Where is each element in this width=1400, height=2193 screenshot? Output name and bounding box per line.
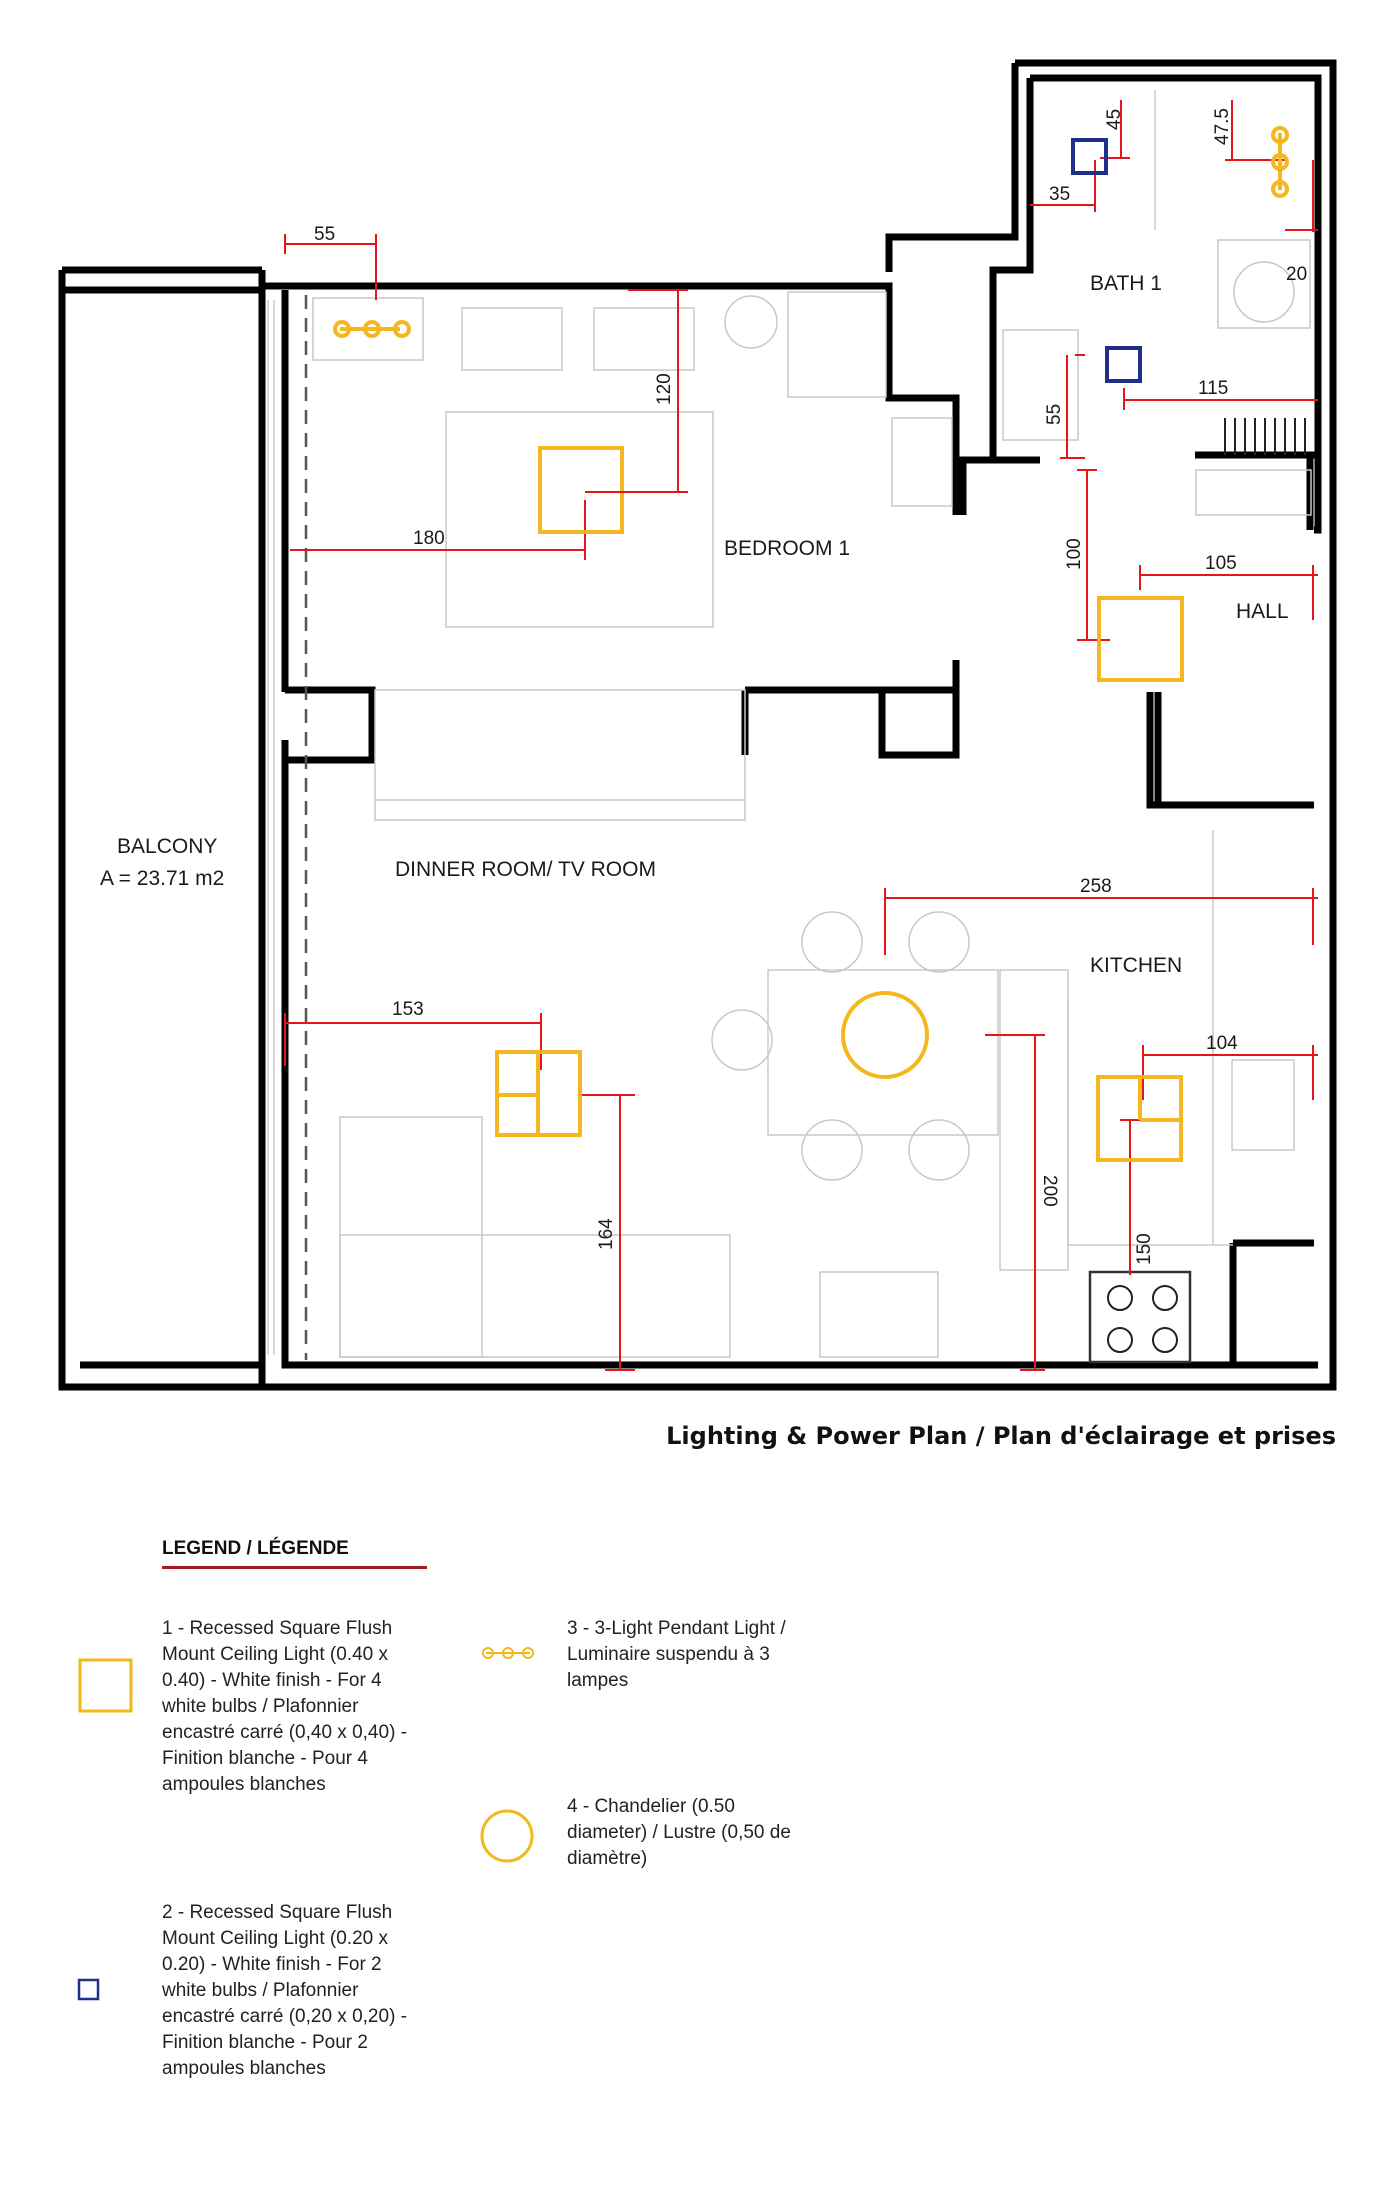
dimension-label: 100 bbox=[1064, 538, 1085, 570]
legend-item-4: 4 - Chandelier (0.50 diameter) / Lustre (0,50 de diamètre) bbox=[567, 1796, 791, 1869]
dimension-label: 115 bbox=[1198, 378, 1229, 399]
legend-item-3: 3 - 3-Light Pendant Light / Luminaire suspendu à 3 lampes bbox=[567, 1618, 786, 1691]
dimension-label: 105 bbox=[1205, 553, 1237, 574]
room-label-bedroom: BEDROOM 1 bbox=[724, 537, 851, 560]
dimension-label: 47.5 bbox=[1212, 108, 1233, 145]
room-label-hall: HALL bbox=[1236, 600, 1289, 623]
square-ceiling-light-small-icon bbox=[77, 1978, 101, 2002]
plan-title: Lighting & Power Plan / Plan d'éclairage et prises bbox=[666, 1422, 1336, 1450]
legend-item-1: 1 - Recessed Square Flush Mount Ceiling Light (0.40 x 0.40) - White finish - For 4 white bulbs / Plafonnier encastré carré (0,40 x 0,40) - Finition blanche - Pour 4 ampoules blanches bbox=[162, 1618, 407, 1795]
square-ceiling-light-small-icon bbox=[1073, 140, 1106, 173]
pendant-light-icon bbox=[480, 1644, 536, 1662]
dimension-label: 153 bbox=[392, 999, 424, 1020]
chandelier-icon bbox=[479, 1808, 535, 1864]
dimension-lines bbox=[285, 100, 1318, 1370]
dimension-label: 55 bbox=[1044, 403, 1065, 425]
dimension-label: 164 bbox=[596, 1218, 617, 1250]
legend-heading: LEGEND / LÉGENDE bbox=[162, 1538, 427, 1569]
pendant-light-icon bbox=[1273, 128, 1287, 196]
dimension-label: 45 bbox=[1104, 108, 1125, 130]
chandelier-icon bbox=[843, 993, 927, 1077]
dimension-label: 180 bbox=[413, 528, 445, 549]
square-ceiling-light-large-icon bbox=[1099, 598, 1182, 680]
room-label-dinner: DINNER ROOM/ TV ROOM bbox=[395, 858, 656, 881]
dimension-label: 35 bbox=[1049, 184, 1071, 205]
balcony-area: A = 23.71 m2 bbox=[100, 867, 225, 890]
square-ceiling-light-small-icon bbox=[1107, 348, 1140, 381]
dimension-label: 104 bbox=[1206, 1033, 1238, 1054]
dimension-label: 120 bbox=[654, 373, 675, 405]
walls bbox=[62, 63, 1333, 1387]
dimension-label: 55 bbox=[314, 224, 336, 245]
dimension-label: 150 bbox=[1134, 1233, 1155, 1265]
legend-item-2: 2 - Recessed Square Flush Mount Ceiling Light (0.20 x 0.20) - White finish - For 2 white bulbs / Plafonnier encastré carré (0,20 x 0,20) - Finition blanche - Pour 2 ampoules blanches bbox=[162, 1902, 407, 2079]
room-label-kitchen: KITCHEN bbox=[1090, 954, 1183, 977]
room-label-balcony: BALCONY bbox=[117, 835, 218, 858]
dimension-label: 200 bbox=[1039, 1175, 1060, 1207]
pendant-light-icon bbox=[335, 322, 409, 336]
room-label-bath: BATH 1 bbox=[1090, 272, 1162, 295]
dimension-label: 258 bbox=[1080, 876, 1112, 897]
square-ceiling-light-large-icon bbox=[540, 448, 622, 532]
square-ceiling-light-large-icon bbox=[78, 1658, 134, 1714]
dimension-label: 20 bbox=[1286, 264, 1308, 285]
